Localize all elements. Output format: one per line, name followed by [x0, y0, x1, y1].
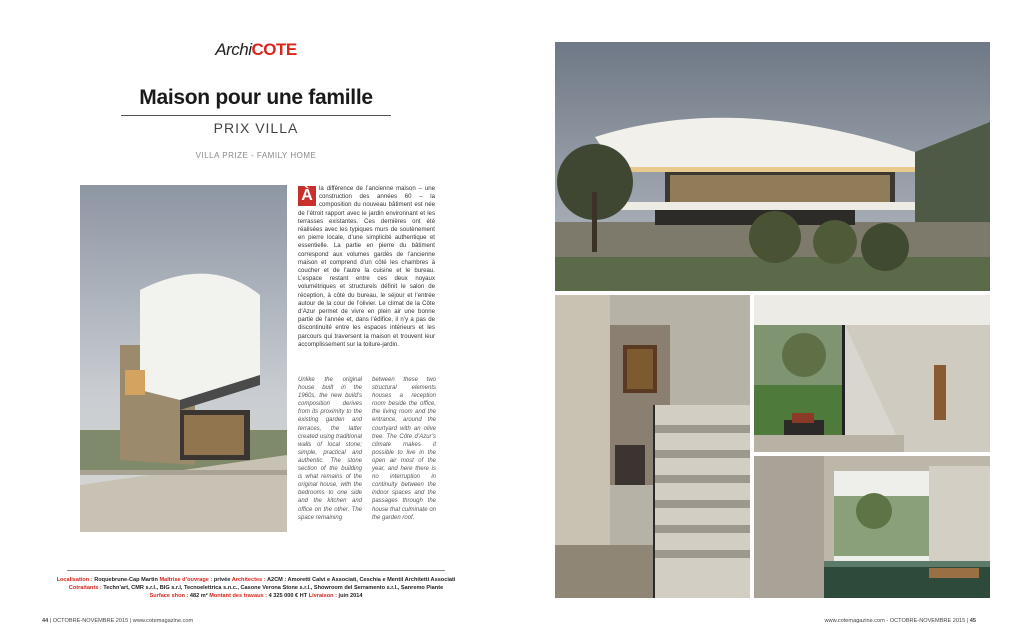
- article-body-english-col1: Unlike the original house built in the 1960s, the new build’s composition derives from its proximity to the existing garden and terraces, the latter created using traditional walls of local stone; simple, practical and authentic. The stone section of the building is what remains of the original house, with the bedrooms to one side and the kitchen and office on the other. The space remaining: [298, 377, 362, 521]
- credit-value: juin 2014: [336, 593, 363, 599]
- living-room-photo: [754, 295, 990, 452]
- logo-part-archi: Archi: [215, 40, 252, 59]
- credit-key: Localisation :: [56, 577, 93, 583]
- credit-value: Techn’art, CMR s.r.l., BIG s.r.l, Tecnoelettrica s.n.c., Casone Verona Stone s.r.l., Showroom del Serramento s.r.l., Sanremo Piante: [101, 585, 444, 591]
- credit-key: Montant des travaux :: [209, 593, 268, 599]
- page-number: 44: [42, 618, 49, 624]
- credit-value: privée: [212, 577, 232, 583]
- article-subtitle-english: VILLA PRIZE - FAMILY HOME: [195, 151, 317, 160]
- right-page: [512, 0, 1024, 640]
- credit-key: Architectes :: [231, 577, 266, 583]
- interior-staircase-photo: [555, 295, 750, 598]
- title-divider: [121, 115, 391, 116]
- villa-night-photo: [555, 42, 990, 291]
- credit-value: Roquebrune-Cap Martin: [92, 577, 160, 583]
- page-footer-left: [42, 618, 193, 624]
- article-title: Maison pour une famille: [139, 86, 373, 109]
- article-subtitle: PRIX VILLA: [213, 120, 299, 136]
- french-text: la différence de l’ancienne maison – une construction des années 60 – la composition du nouveau bâtiment est née de l’étroit rapport avec le jardin environnant et les terrasses existantes. Ces dernières ont été réalisées avec les typiques murs de soutènement en pierre locale, d’une simplicité authentique et essentielle. La partie en pierre du bâtiment correspond aux volumes gardés de l’ancienne maison et comprend d’un côté les chambres à coucher et de l’autre la cuisine et le bureau. L’espace restant entre ces deux noyaux volumétriques et structurels définit le salon de réception, à côté du bureau, le séjour et l’entrée autour de la cour de l’olivier. Le climat de la Côte d’Azur permet de vivre en plein air une bonne partie de l’année et, dans l’édifice, il n’y a pas de discontinuité entre les espaces intérieurs et les parcours qui traversent la maison et trouvent leur accomplissement sur la toiture-jardin.: [298, 185, 435, 348]
- credit-value: A2CM : Amoretti Calvi e Associati, Ceschia e Mentil Architetti Associati: [265, 577, 456, 583]
- credits-line-1: [30, 576, 482, 584]
- logo-part-cote: COTE: [251, 40, 297, 59]
- footer-text: | OCTOBRE-NOVEMBRE 2015 | www.cotemagazine.com: [48, 618, 194, 624]
- credits-line-3: [30, 592, 482, 600]
- credit-key: Livraison :: [308, 593, 337, 599]
- credit-value: 4 325 000 € HT: [267, 593, 309, 599]
- credit-key: Maîtrise d’ouvrage :: [159, 577, 213, 583]
- credit-value: 482 m²: [188, 593, 210, 599]
- footer-text: www.cotemagazine.com - OCTOBRE-NOVEMBRE 2015 |: [824, 618, 970, 624]
- article-body-english-col2: between these two structural elements houses a reception room beside the office, the living room and the entrance, around the courtyard with an olive tree. The Côte d’Azur’s climate makes it possible to live in the open air most of the year, and here there is no interruption in continuity between the indoor spaces and the passages through the house that culminate on the garden roof.: [372, 377, 436, 521]
- project-credits: [30, 576, 482, 600]
- page-footer-right: [824, 618, 976, 624]
- credits-divider: [67, 570, 445, 571]
- drop-cap: À: [298, 186, 316, 206]
- page-number: 45: [969, 618, 976, 624]
- indoor-pool-photo: [754, 456, 990, 598]
- credit-key: Surface shon :: [149, 593, 189, 599]
- villa-exterior-photo: [80, 185, 287, 532]
- credits-line-2: [30, 584, 482, 592]
- magazine-section-logo: [0, 40, 512, 60]
- credit-key: Cotraitants :: [68, 585, 102, 591]
- article-body-french: [298, 185, 435, 349]
